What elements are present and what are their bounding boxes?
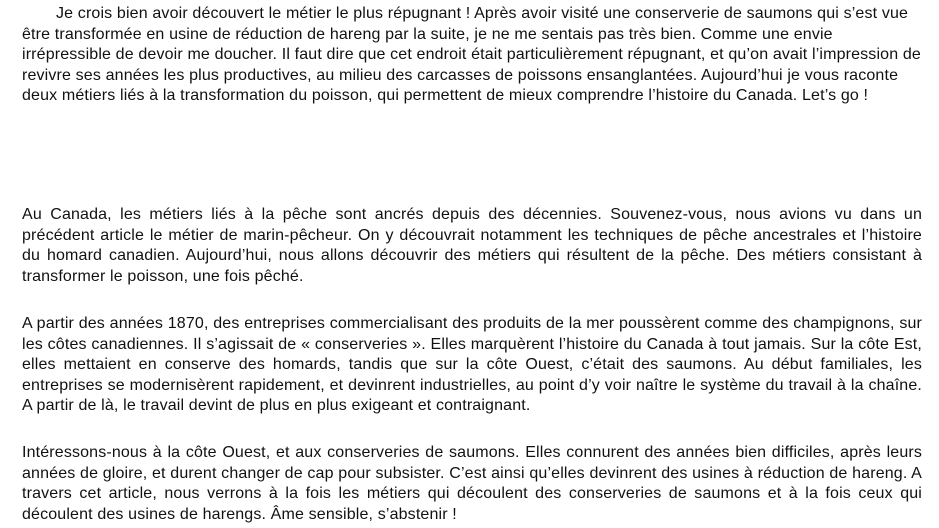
paragraph-canada-peche: Au Canada, les métiers liés à la pêche sont ancrés depuis des décennies. Souvenez-vous, nous avions vu dans un précédent article le métier de marin-pêcheur. On y découvrait notamment les techniques de pêche ancestrales et l’histoire du homard canadien. Aujourd’hui, nous allons découvrir des métiers qui résultent de la pêche. Des métiers consistant à transformer le poisson, une fois pêché. xyxy=(22,206,922,285)
intro-paragraph: Je crois bien avoir découvert le métier le plus répugnant ! Après avoir visité une conserverie de saumons qui s’est vue être transformée en usine de réduction de hareng par la suite, je ne me sentais pas très bien. Comme une envie irrépressible de devoir me doucher. Il faut dire que cet endroit était particulièrement répugnant, et qu’on avait l’impression de revivre ses années les plus productives, au milieu des carcasses de poissons ensanglantées. Aujourd’hui je vous raconte deux métiers liés à la transformation du poisson, qui permettent de mieux comprendre l’histoire du Canada. Let’s go ! xyxy=(22,5,921,104)
paragraph-cote-ouest: Intéressons-nous à la côte Ouest, et aux conserveries de saumons. Elles connurent des années bien difficiles, après leurs années de gloire, et durent changer de cap pour subsister. C’est ainsi qu’elles devinrent des usines à réduction de hareng. A travers cet article, nous verrons à la fois les métiers qui découlent des conserveries de saumons et à la fois ceux qui découlent des usines de harengs. Âme sensible, s’abstenir ! xyxy=(22,444,922,523)
paragraph-conserveries-history: A partir des années 1870, des entreprises commercialisant des produits de la mer poussèrent comme des champignons, sur les côtes canadiennes. Il s’agissait de « conserveries ». Elles marquèrent l’histoire du Canada à tout jamais. Sur la côte Est, elles mettaient en conserve des homards, tandis que sur la côte Ouest, c’était des saumons. Au début familiales, les entreprises se modernisèrent rapidement, et devinrent industrielles, au point d’y voir naître le système du travail à la chaîne. A partir de là, le travail devint de plus en plus exigeant et contraignant. xyxy=(22,315,922,414)
